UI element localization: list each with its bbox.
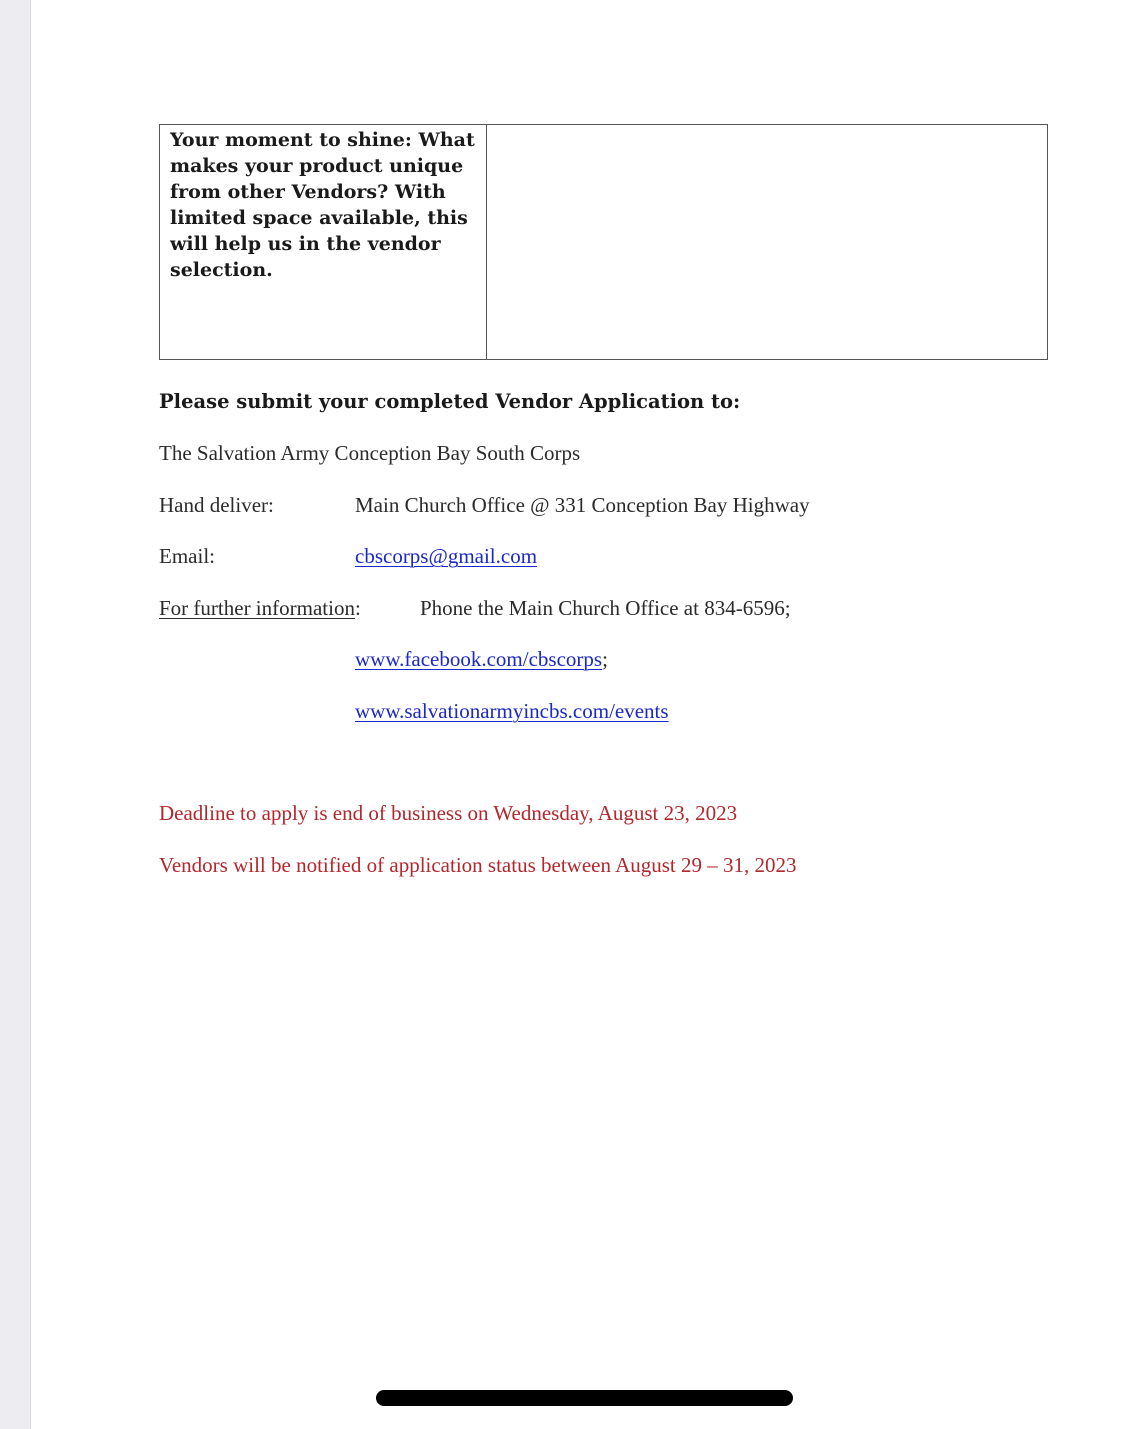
phone-info: Phone the Main Church Office at 834-6596;	[420, 596, 791, 620]
facebook-suffix: ;	[602, 647, 608, 671]
facebook-link[interactable]: www.facebook.com/cbscorps	[355, 647, 603, 671]
notification-notice: Vendors will be notified of application status between August 29 – 31, 2023	[159, 853, 797, 877]
further-info-label	[159, 596, 361, 621]
further-info-text: For further information	[159, 596, 355, 620]
answer-cell[interactable]	[487, 125, 1047, 359]
submission-heading: Please submit your completed Vendor Application to:	[159, 390, 741, 413]
deadline-notice: Deadline to apply is end of business on Wednesday, August 23, 2023	[159, 801, 738, 825]
website-link[interactable]: www.salvationarmyincbs.com/events	[355, 699, 669, 723]
question-prompt-cell: Your moment to shine: What makes your product unique from other Vendors? With limited space available, this will help us in the vendor selection.	[160, 125, 487, 359]
email-label: Email:	[159, 544, 215, 568]
hand-deliver-address: Main Church Office @ 331 Conception Bay Highway	[355, 493, 810, 517]
further-info-colon: :	[354, 596, 361, 620]
home-indicator-bar[interactable]	[376, 1390, 793, 1406]
hand-deliver-label: Hand deliver:	[159, 493, 274, 517]
facebook-line	[355, 647, 608, 672]
vendor-question-table	[159, 124, 1048, 360]
organization-name: The Salvation Army Conception Bay South Corps	[159, 441, 581, 465]
email-link[interactable]: cbscorps@gmail.com	[355, 544, 538, 568]
